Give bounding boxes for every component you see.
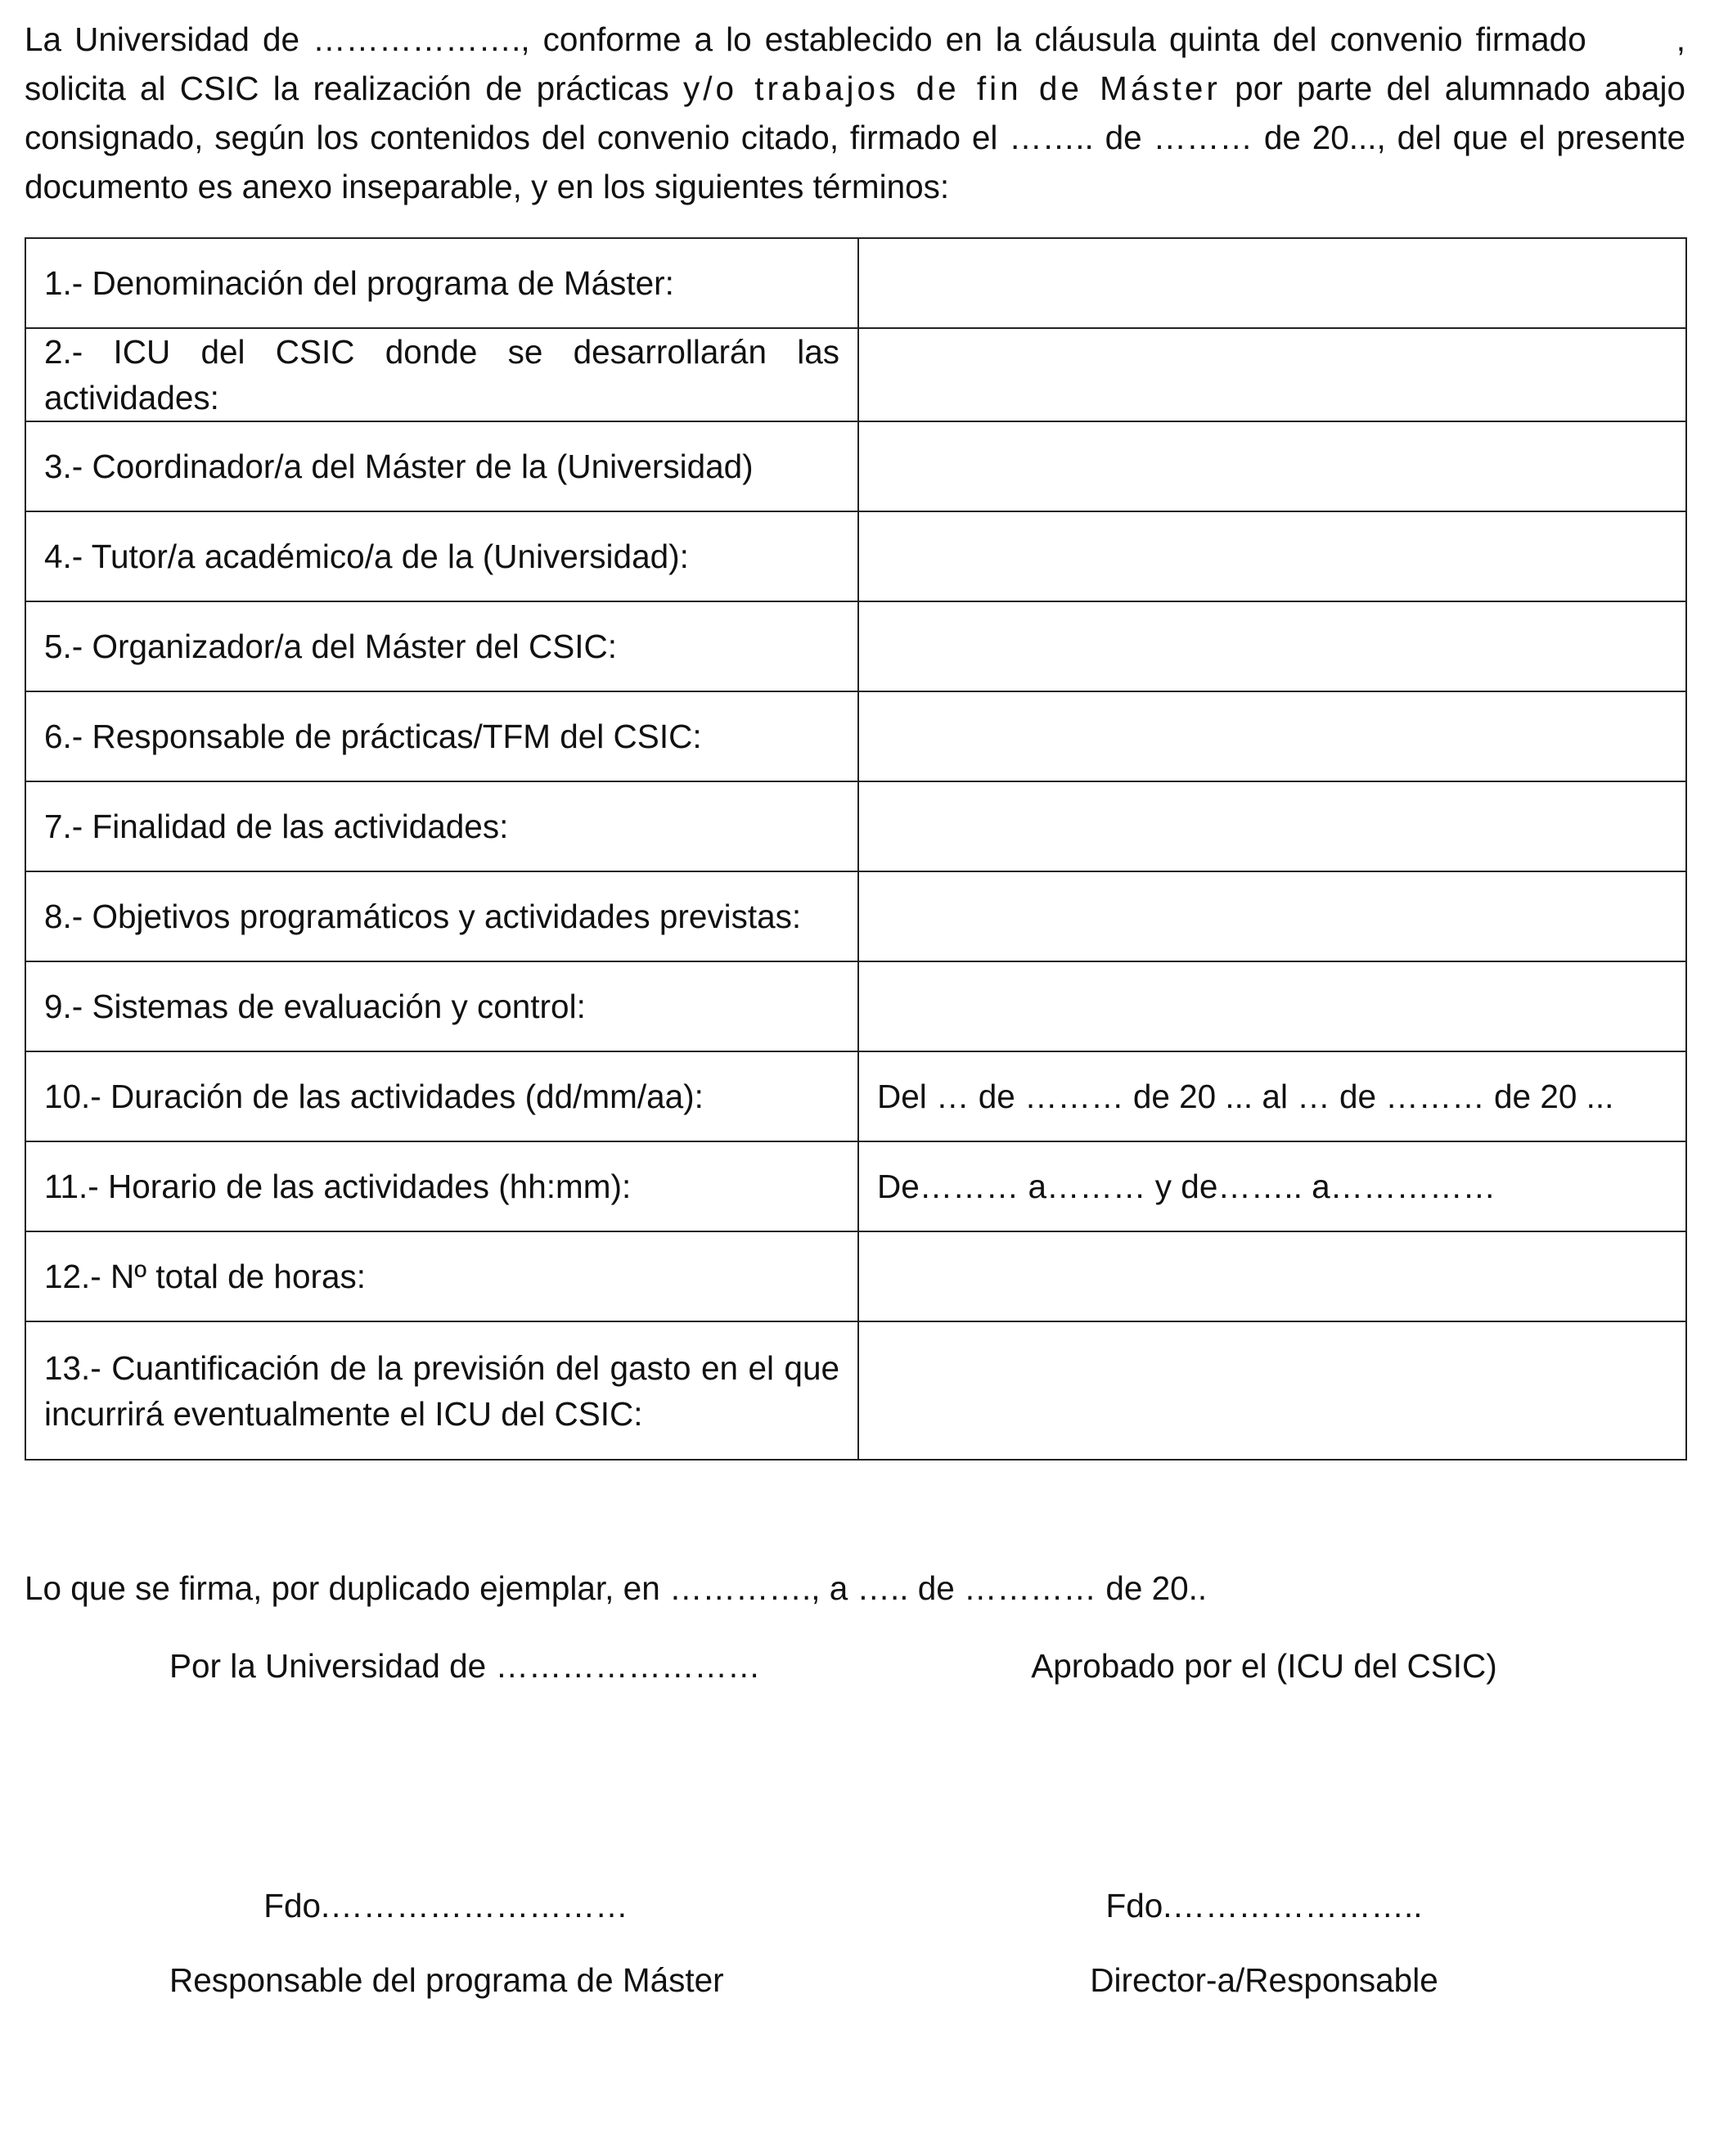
row-label: 1.- Denominación del programa de Máster: (25, 238, 858, 328)
row-value-field[interactable]: Del … de ……… de 20 ... al … de ……… de 20 ... (858, 1051, 1686, 1141)
row-value-field[interactable] (858, 421, 1686, 511)
row-label: 6.- Responsable de prácticas/TFM del CSIC: (25, 691, 858, 781)
row-value-field[interactable] (858, 961, 1686, 1051)
row-label: 9.- Sistemas de evaluación y control: (25, 961, 858, 1051)
table-row (25, 511, 1686, 601)
table-row (25, 871, 1686, 961)
row-value-field[interactable] (858, 1321, 1686, 1460)
row-label: 7.- Finalidad de las actividades: (25, 781, 858, 871)
table-row (25, 781, 1686, 871)
intro-part-1: La Universidad de ………………., conforme a lo establecido en la cláusula quinta del convenio firmado (25, 20, 1586, 58)
table-row (25, 1051, 1686, 1141)
row-label: 11.- Horario de las actividades (hh:mm): (25, 1141, 858, 1231)
closing-statement: Lo que se firma, por duplicado ejemplar, en …………., a ….. de ………… de 20.. (25, 1569, 1208, 1607)
row-label: 12.- Nº total de horas: (25, 1231, 858, 1321)
row-label: 10.- Duración de las actividades (dd/mm/aa): (25, 1051, 858, 1141)
left-signature-role: Responsable del programa de Máster (169, 1961, 724, 1999)
row-value-field[interactable] (858, 511, 1686, 601)
row-label: 2.- ICU del CSIC donde se desarrollarán las actividades: (25, 328, 858, 421)
row-value-field[interactable] (858, 238, 1686, 328)
right-signature-heading: Aprobado por el (ICU del CSIC) (1031, 1647, 1497, 1685)
right-signature-role: Director-a/Responsable (1090, 1961, 1438, 1999)
row-label: 5.- Organizador/a del Máster del CSIC: (25, 601, 858, 691)
intro-paragraph (25, 15, 1685, 211)
intro-part-3: y/o trabajos de fin de Máster (682, 70, 1221, 107)
row-value-field[interactable] (858, 871, 1686, 961)
intro-part-2: , solicita al CSIC la realización de prácticas (25, 20, 1685, 107)
row-value-field[interactable]: De……… a……… y de…….. a…………… (858, 1141, 1686, 1231)
row-value-field[interactable] (858, 601, 1686, 691)
row-label: 3.- Coordinador/a del Máster de la (Universidad) (25, 421, 858, 511)
table-row (25, 421, 1686, 511)
intro-part-4: por parte del alumnado abajo consignado, según los contenidos del convenio citado, firmado el …….. de ……… de 20..., del que el presente documento es anexo inseparable, y en los siguientes términos: (25, 70, 1685, 205)
left-signature-heading: Por la Universidad de …………………… (169, 1647, 761, 1685)
table-row (25, 691, 1686, 781)
terms-table (25, 237, 1687, 1461)
row-value-field[interactable] (858, 691, 1686, 781)
row-value-field[interactable] (858, 781, 1686, 871)
table-row (25, 328, 1686, 421)
table-row (25, 601, 1686, 691)
table-row (25, 1231, 1686, 1321)
left-signature-line: Fdo.……………………… (263, 1887, 628, 1924)
row-value-field[interactable] (858, 1231, 1686, 1321)
row-label: 4.- Tutor/a académico/a de la (Universidad): (25, 511, 858, 601)
table-row (25, 961, 1686, 1051)
table-row (25, 1141, 1686, 1231)
table-row (25, 238, 1686, 328)
right-signature-line: Fdo.………………….. (1105, 1887, 1423, 1924)
row-label: 13.- Cuantificación de la previsión del gasto en el que incurrirá eventualmente el ICU del CSIC: (25, 1321, 858, 1460)
row-label: 8.- Objetivos programáticos y actividades previstas: (25, 871, 858, 961)
row-value-field[interactable] (858, 328, 1686, 421)
table-row (25, 1321, 1686, 1460)
